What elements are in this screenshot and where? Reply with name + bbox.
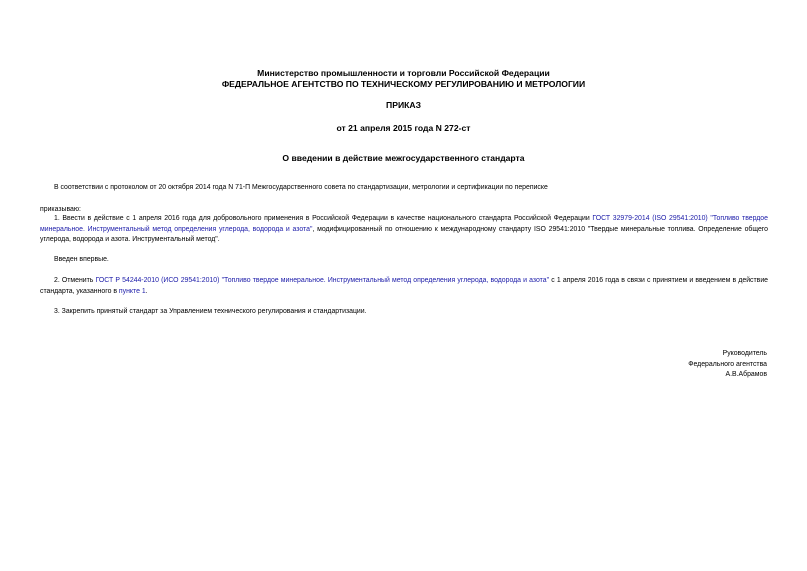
item-1-text-after: , модифицированный по отношению к международному стандарту ISO 29541:2010 "Твердые минеральные топлива. Определение общего углерода, водорода и азота. Инструментальный метод". — [40, 225, 768, 243]
signature-position-line-1: Руководитель — [722, 350, 767, 357]
gost-32979-title-link[interactable]: "Топливо твердое минеральное. Инструментальный метод определения углерода, водорода и азота" — [40, 215, 768, 233]
order-date: от 21 апреля 2015 года N 272-ст — [336, 123, 471, 133]
order-subject: О введении в действие межгосударственного стандарта — [282, 153, 525, 163]
gost-r-54244-title-link[interactable]: "Топливо твердое минеральное. Инструментальный метод определения углерода, водорода и азота" — [221, 277, 550, 284]
gost-r-54244-link[interactable]: ГОСТ Р 54244-2010 (ИСО 29541:2010) — [95, 277, 220, 284]
ministry-name: Министерство промышленности и торговли Российской Федерации — [257, 68, 550, 78]
signature-position-line-2: Федерального агентства — [688, 360, 767, 368]
item-2-text-before: 2. Отменить — [54, 277, 96, 284]
item-2-text-middle: с 1 апреля 2016 года в связи с принятием и введением в действие стандарта, указанного в — [40, 277, 768, 295]
orders-word: приказываю: — [40, 206, 81, 213]
order-title: ПРИКАЗ — [386, 100, 421, 110]
signature-block — [567, 349, 767, 381]
preamble-paragraph: В соответствии с протоколом от 20 октября 2014 года N 71-П Межгосударственного совета по стандартизации, метрологии и сертификации по переписке — [54, 184, 548, 191]
item-1-paragraph — [40, 214, 768, 246]
gost-32979-link[interactable]: ГОСТ 32979-2014 (ISO 29541:2010) — [592, 215, 708, 222]
point-1-link[interactable]: пункте 1 — [118, 287, 146, 295]
introduced-first: Введен впервые. — [54, 256, 109, 263]
item-1-text-before: 1. Ввести в действие с 1 апреля 2016 года для добровольного применения в Российской Федерации в качестве национального стандарта Российской Федерации — [54, 215, 593, 222]
item-2-paragraph — [40, 276, 768, 297]
item-2-text-after: . — [145, 287, 148, 295]
item-3-paragraph: 3. Закрепить принятый стандарт за Управлением технического регулирования и стандартизации. — [54, 308, 367, 315]
signature-name: А.В.Абрамов — [725, 371, 767, 378]
document-header — [0, 68, 807, 90]
agency-name: ФЕДЕРАЛЬНОЕ АГЕНТСТВО ПО ТЕХНИЧЕСКОМУ РЕГУЛИРОВАНИЮ И МЕТРОЛОГИИ — [221, 79, 586, 89]
